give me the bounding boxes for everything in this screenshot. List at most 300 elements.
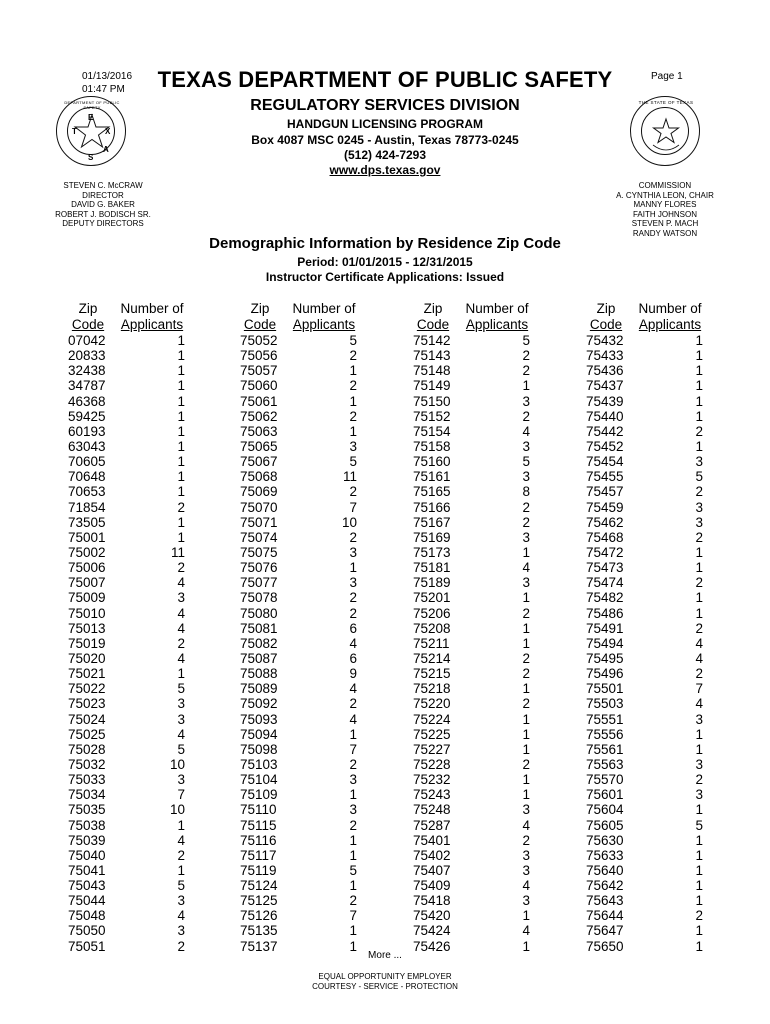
footer-eoe: EQUAL OPPORTUNITY EMPLOYER <box>318 972 452 981</box>
applicant-count: 1 <box>177 529 185 545</box>
column-header <box>68 301 198 332</box>
zip-code: 75040 <box>68 847 106 863</box>
applicant-count: 2 <box>349 529 357 545</box>
zip-code: 75028 <box>68 741 106 757</box>
zip-code: 75071 <box>240 514 278 530</box>
zip-code: 75065 <box>240 438 278 454</box>
zip-code: 75644 <box>586 908 624 924</box>
zip-code: 75452 <box>586 438 624 454</box>
zip-code: 75563 <box>586 756 624 772</box>
count-header-line2: Applicants <box>292 316 356 332</box>
zip-code: 75409 <box>413 878 451 894</box>
applicant-count: 3 <box>177 696 185 712</box>
zip-code: 75211 <box>413 635 450 651</box>
zip-code: 75503 <box>586 696 624 712</box>
commission-list: COMMISSION A. CYNTHIA LEON, CHAIR MANNY FLORES FAITH JOHNSON STEVEN P. MACH RANDY WATSON <box>616 181 714 238</box>
applicant-count: 5 <box>695 817 703 833</box>
zip-code: 75051 <box>68 938 106 954</box>
zip-code: 75462 <box>586 514 624 530</box>
zip-code: 75050 <box>68 923 106 939</box>
applicant-count: 1 <box>349 832 357 848</box>
applicant-count: 3 <box>349 772 357 788</box>
applicant-count: 1 <box>349 938 357 954</box>
zip-code: 75043 <box>68 878 106 894</box>
zip-code: 75418 <box>413 893 451 909</box>
applicant-count: 7 <box>349 908 357 924</box>
applicant-count: 1 <box>522 620 530 636</box>
applicant-count: 1 <box>177 817 185 833</box>
applicant-count: 4 <box>522 923 530 939</box>
applicant-count: 2 <box>695 529 703 545</box>
zip-code: 75093 <box>240 711 278 727</box>
applicant-count: 1 <box>349 423 357 439</box>
zip-code: 75158 <box>413 438 451 454</box>
zip-header-line1: Zip <box>423 301 443 316</box>
zip-code: 75038 <box>68 817 106 833</box>
zip-code: 75436 <box>586 363 624 379</box>
applicant-count: 2 <box>522 832 530 848</box>
zip-code: 75150 <box>413 393 451 409</box>
applicant-count: 1 <box>695 862 703 878</box>
count-header-line2: Applicants <box>638 316 702 332</box>
applicant-count: 1 <box>177 469 185 485</box>
applicant-count: 3 <box>177 893 185 909</box>
applicant-count: 9 <box>349 666 357 682</box>
applicant-count: 1 <box>695 878 703 894</box>
applicant-count: 4 <box>522 878 530 894</box>
applicant-count: 8 <box>522 484 530 500</box>
applicant-count: 6 <box>349 620 357 636</box>
applicant-count: 1 <box>695 802 703 818</box>
zip-code: 75225 <box>413 726 451 742</box>
applicant-count: 2 <box>349 590 357 606</box>
applicant-count: 1 <box>177 454 185 470</box>
applicant-count: 2 <box>522 408 530 424</box>
zip-code: 75044 <box>68 893 106 909</box>
zip-code: 75024 <box>68 711 106 727</box>
applicant-count: 2 <box>349 408 357 424</box>
zip-code: 75125 <box>240 893 278 909</box>
applicant-count: 5 <box>177 741 185 757</box>
zip-code: 75010 <box>68 605 106 621</box>
table-column-1 <box>68 301 198 954</box>
zip-code: 75401 <box>413 832 451 848</box>
applicant-count: 4 <box>177 726 185 742</box>
zip-code: 75148 <box>413 363 451 379</box>
zip-code: 75482 <box>586 590 624 606</box>
applicant-count: 1 <box>177 484 185 500</box>
zip-code: 75022 <box>68 681 106 697</box>
zip-code: 75119 <box>240 862 277 878</box>
applicant-count: 1 <box>177 438 185 454</box>
zip-header-line2: Code <box>589 316 623 332</box>
count-header-line1: Number of <box>638 301 702 316</box>
zip-code: 75551 <box>586 711 624 727</box>
zip-code: 75062 <box>240 408 278 424</box>
zip-code: 75034 <box>68 787 106 803</box>
zip-code: 75633 <box>586 847 624 863</box>
zip-code: 75437 <box>586 378 624 394</box>
applicant-count: 1 <box>349 560 357 576</box>
applicant-count: 1 <box>695 560 703 576</box>
applicant-count: 3 <box>695 787 703 803</box>
zip-code: 75605 <box>586 817 624 833</box>
applicant-count: 2 <box>522 363 530 379</box>
zip-code: 75169 <box>413 529 451 545</box>
applicant-count: 3 <box>695 711 703 727</box>
count-header-line2: Applicants <box>465 316 529 332</box>
zip-code: 75457 <box>586 484 624 500</box>
applicant-count: 5 <box>695 469 703 485</box>
zip-code: 75215 <box>413 666 451 682</box>
zip-code: 70653 <box>68 484 106 500</box>
zip-code: 75189 <box>413 575 451 591</box>
zip-code: 75109 <box>240 787 278 803</box>
zip-code: 75002 <box>68 544 106 560</box>
zip-code: 75474 <box>586 575 624 591</box>
applicant-count: 1 <box>695 590 703 606</box>
zip-code: 75243 <box>413 787 451 803</box>
applicant-count: 2 <box>522 605 530 621</box>
applicant-count: 3 <box>522 802 530 818</box>
zip-code: 75227 <box>413 741 451 757</box>
zip-code: 75561 <box>586 741 624 757</box>
zip-code: 75135 <box>240 923 278 939</box>
zip-code: 75472 <box>586 544 624 560</box>
zip-code: 73505 <box>68 514 106 530</box>
zip-code: 75206 <box>413 605 451 621</box>
zip-code: 75495 <box>586 650 624 666</box>
applicant-count: 4 <box>177 832 185 848</box>
applicant-count: 1 <box>349 726 357 742</box>
applicant-count: 7 <box>349 499 357 515</box>
phone-number: (512) 424-7293 <box>343 148 427 162</box>
zip-code: 75160 <box>413 454 451 470</box>
zip-code: 75098 <box>240 741 278 757</box>
zip-code: 75459 <box>586 499 624 515</box>
zip-code: 70648 <box>68 469 106 485</box>
applicant-count: 2 <box>349 484 357 500</box>
applicant-count: 1 <box>177 514 185 530</box>
report-type: Instructor Certificate Applications: Issued <box>265 270 505 284</box>
zip-header-line2: Code <box>416 316 450 332</box>
zip-code: 75420 <box>413 908 451 924</box>
applicant-count: 2 <box>349 605 357 621</box>
applicant-count: 1 <box>522 726 530 742</box>
applicant-count: 1 <box>695 408 703 424</box>
footer-motto: COURTESY - SERVICE - PROTECTION <box>312 982 458 991</box>
applicant-count: 1 <box>349 393 357 409</box>
applicant-count: 1 <box>177 378 185 394</box>
applicant-count: 1 <box>349 787 357 803</box>
zip-code: 75116 <box>240 832 277 848</box>
applicant-count: 2 <box>522 514 530 530</box>
applicant-count: 4 <box>177 575 185 591</box>
zip-code: 60193 <box>68 423 106 439</box>
applicant-count: 4 <box>695 650 703 666</box>
zip-code: 70605 <box>68 454 106 470</box>
applicant-count: 5 <box>349 454 357 470</box>
applicant-count: 3 <box>522 393 530 409</box>
zip-code: 75075 <box>240 544 278 560</box>
zip-code: 75032 <box>68 756 106 772</box>
applicant-count: 2 <box>522 696 530 712</box>
zip-code: 75248 <box>413 802 451 818</box>
applicant-count: 10 <box>169 802 185 818</box>
zip-code: 75025 <box>68 726 106 742</box>
applicant-count: 1 <box>522 378 530 394</box>
applicant-count: 7 <box>695 681 703 697</box>
zip-code: 75137 <box>240 938 278 954</box>
applicant-count: 2 <box>177 560 185 576</box>
applicant-count: 1 <box>695 348 703 364</box>
zip-code: 75007 <box>68 575 106 591</box>
zip-code: 20833 <box>68 348 106 364</box>
table-column-4 <box>586 301 716 954</box>
zip-code: 75103 <box>240 756 278 772</box>
agency-title: TEXAS DEPARTMENT OF PUBLIC SAFETY <box>157 67 613 92</box>
zip-code: 75287 <box>413 817 451 833</box>
applicant-count: 2 <box>695 666 703 682</box>
zip-code: 32438 <box>68 363 106 379</box>
applicant-count: 2 <box>695 484 703 500</box>
zip-code: 75640 <box>586 862 624 878</box>
zip-code: 75570 <box>586 772 624 788</box>
applicant-count: 1 <box>522 544 530 560</box>
applicant-count: 2 <box>522 499 530 515</box>
zip-code: 75057 <box>240 363 278 379</box>
zip-code: 59425 <box>68 408 106 424</box>
more-indicator: More ... <box>368 950 402 961</box>
applicant-count: 4 <box>177 650 185 666</box>
zip-code: 75454 <box>586 454 624 470</box>
applicant-count: 1 <box>695 378 703 394</box>
zip-header-line2: Code <box>71 316 105 332</box>
applicant-count: 1 <box>522 908 530 924</box>
applicant-count: 7 <box>349 741 357 757</box>
zip-code: 75076 <box>240 560 278 576</box>
zip-header-line1: Zip <box>596 301 616 316</box>
applicant-count: 2 <box>695 575 703 591</box>
applicant-count: 1 <box>695 741 703 757</box>
zip-code: 75124 <box>240 878 278 894</box>
applicant-count: 4 <box>349 635 357 651</box>
count-header-line2: Applicants <box>120 316 184 332</box>
zip-code: 75067 <box>240 454 278 470</box>
zip-code: 75009 <box>68 590 106 606</box>
applicant-count: 3 <box>177 590 185 606</box>
applicant-count: 1 <box>695 923 703 939</box>
table-column-2 <box>240 301 370 954</box>
zip-code: 75092 <box>240 696 278 712</box>
applicant-count: 1 <box>695 832 703 848</box>
zip-code: 75021 <box>68 666 106 682</box>
zip-code: 75041 <box>68 862 106 878</box>
print-date: 01/13/2016 <box>82 71 133 82</box>
zip-code: 34787 <box>68 378 106 394</box>
zip-code: 75214 <box>413 650 451 666</box>
applicant-count: 2 <box>522 348 530 364</box>
mailing-address: Box 4087 MSC 0245 - Austin, Texas 78773-0245 <box>251 133 519 147</box>
zip-code: 75060 <box>240 378 278 394</box>
zip-code: 75642 <box>586 878 624 894</box>
applicant-count: 1 <box>177 333 185 348</box>
zip-code: 75220 <box>413 696 451 712</box>
applicant-count: 2 <box>522 650 530 666</box>
applicant-count: 2 <box>695 772 703 788</box>
applicant-count: 1 <box>349 847 357 863</box>
applicant-count: 2 <box>695 423 703 439</box>
zip-code: 75006 <box>68 560 106 576</box>
zip-code: 75082 <box>240 635 278 651</box>
applicant-count: 1 <box>695 605 703 621</box>
applicant-count: 1 <box>522 741 530 757</box>
zip-code: 75208 <box>413 620 451 636</box>
program-name: HANDGUN LICENSING PROGRAM <box>286 117 483 131</box>
zip-code: 75068 <box>240 469 278 485</box>
applicant-count: 10 <box>341 514 357 530</box>
zip-code: 07042 <box>68 333 106 348</box>
applicant-count: 1 <box>522 681 530 697</box>
zip-code: 75033 <box>68 772 106 788</box>
zip-code: 75063 <box>240 423 278 439</box>
directors-list: STEVEN C. McCRAW DIRECTOR DAVID G. BAKER ROBERT J. BODISCH SR. DEPUTY DIRECTORS <box>55 181 151 228</box>
applicant-count: 1 <box>522 772 530 788</box>
applicant-count: 3 <box>177 772 185 788</box>
zip-code: 75104 <box>240 772 278 788</box>
zip-code: 75126 <box>240 908 278 924</box>
zip-code: 75643 <box>586 893 624 909</box>
applicant-count: 1 <box>695 438 703 454</box>
zip-code: 75439 <box>586 393 624 409</box>
zip-header-line1: Zip <box>250 301 270 316</box>
applicant-count: 3 <box>349 438 357 454</box>
applicant-count: 1 <box>522 938 530 954</box>
zip-code: 75601 <box>586 787 624 803</box>
applicant-count: 1 <box>695 893 703 909</box>
zip-code: 75142 <box>413 333 451 348</box>
applicant-count: 2 <box>349 378 357 394</box>
applicant-count: 1 <box>522 635 530 651</box>
applicant-count: 5 <box>349 333 357 348</box>
applicant-count: 4 <box>349 681 357 697</box>
zip-code: 75143 <box>413 348 451 364</box>
applicant-count: 1 <box>695 333 703 348</box>
zip-code: 75440 <box>586 408 624 424</box>
applicant-count: 1 <box>695 938 703 954</box>
zip-code: 75069 <box>240 484 278 500</box>
zip-code: 75023 <box>68 696 106 712</box>
applicant-count: 11 <box>342 469 357 485</box>
applicant-count: 4 <box>522 423 530 439</box>
zip-code: 75094 <box>240 726 278 742</box>
zip-code: 75604 <box>586 802 624 818</box>
applicant-count: 5 <box>177 878 185 894</box>
print-time: 01:47 PM <box>82 84 125 95</box>
applicant-count: 10 <box>169 756 185 772</box>
zip-code: 75494 <box>586 635 624 651</box>
zip-code: 75161 <box>413 469 451 485</box>
applicant-count: 1 <box>349 923 357 939</box>
applicant-count: 11 <box>170 544 185 560</box>
dps-seal-icon: E T X A S DEPARTMENT OF PUBLIC SAFETY <box>56 96 126 166</box>
applicant-count: 1 <box>349 363 357 379</box>
applicant-count: 2 <box>349 348 357 364</box>
applicant-count: 4 <box>522 560 530 576</box>
column-header <box>240 301 370 332</box>
applicant-count: 4 <box>695 635 703 651</box>
zip-code: 75433 <box>586 348 624 364</box>
applicant-count: 3 <box>349 544 357 560</box>
applicant-count: 3 <box>695 454 703 470</box>
zip-header-line1: Zip <box>78 301 98 316</box>
zip-code: 75149 <box>413 378 451 394</box>
applicant-count: 1 <box>695 544 703 560</box>
zip-code: 75078 <box>240 590 278 606</box>
applicant-count: 3 <box>522 469 530 485</box>
applicant-count: 6 <box>349 650 357 666</box>
zip-code: 75556 <box>586 726 624 742</box>
zip-code: 75491 <box>586 620 624 636</box>
applicant-count: 3 <box>522 862 530 878</box>
count-header-line1: Number of <box>120 301 184 316</box>
zip-code: 75496 <box>586 666 624 682</box>
zip-code: 75056 <box>240 348 278 364</box>
applicant-count: 2 <box>349 817 357 833</box>
applicant-count: 2 <box>177 635 185 651</box>
applicant-count: 3 <box>522 438 530 454</box>
zip-code: 75020 <box>68 650 106 666</box>
zip-code: 75468 <box>586 529 624 545</box>
zip-code: 75402 <box>413 847 451 863</box>
applicant-count: 2 <box>349 696 357 712</box>
page-number: Page 1 <box>651 71 683 82</box>
applicant-count: 3 <box>522 847 530 863</box>
zip-code: 75019 <box>68 635 106 651</box>
applicant-count: 2 <box>349 756 357 772</box>
applicant-count: 4 <box>177 908 185 924</box>
website <box>140 163 630 177</box>
zip-code: 75074 <box>240 529 278 545</box>
applicant-count: 5 <box>349 862 357 878</box>
website-text: www.dps.texas.gov <box>329 163 441 177</box>
texas-state-seal-icon: THE STATE OF TEXAS <box>630 96 700 166</box>
zip-code: 75424 <box>413 923 451 939</box>
zip-code: 63043 <box>68 438 106 454</box>
count-header-line1: Number of <box>292 301 356 316</box>
applicant-count: 3 <box>522 893 530 909</box>
zip-code: 75455 <box>586 469 624 485</box>
applicant-count: 4 <box>177 620 185 636</box>
applicant-count: 1 <box>695 363 703 379</box>
zip-code: 75081 <box>240 620 278 636</box>
applicant-count: 1 <box>695 393 703 409</box>
zip-code: 75432 <box>586 333 624 348</box>
applicant-count: 1 <box>177 393 185 409</box>
zip-code: 75173 <box>413 544 451 560</box>
applicant-count: 3 <box>177 923 185 939</box>
zip-code: 75048 <box>68 908 106 924</box>
applicant-count: 2 <box>177 938 185 954</box>
applicant-count: 1 <box>349 878 357 894</box>
zip-code: 75407 <box>413 862 451 878</box>
zip-code: 75110 <box>240 802 277 818</box>
zip-code: 75154 <box>413 423 451 439</box>
zip-code: 75117 <box>240 847 277 863</box>
report-period: Period: 01/01/2015 - 12/31/2015 <box>297 255 473 269</box>
applicant-count: 2 <box>349 893 357 909</box>
table-column-3 <box>413 301 543 954</box>
